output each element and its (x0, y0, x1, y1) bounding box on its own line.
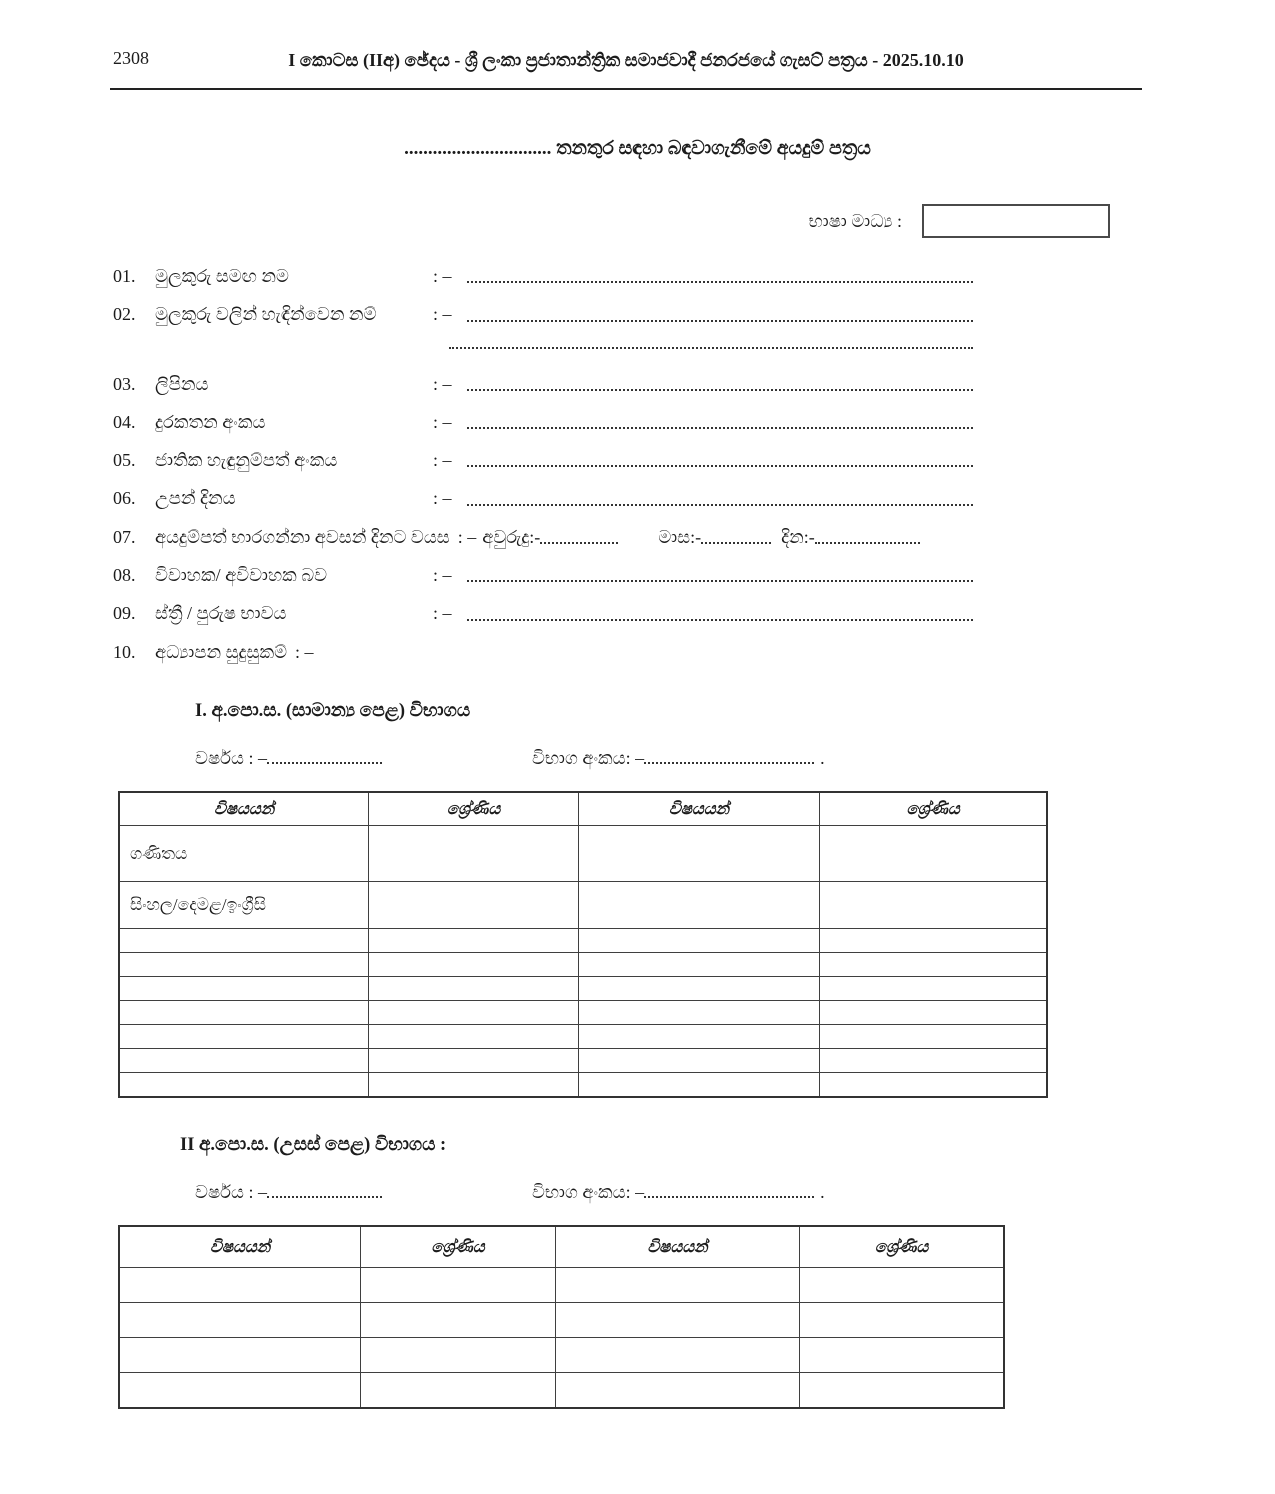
language-medium-label: භාෂා මාධ්‍ය : (808, 210, 902, 231)
fill-line[interactable] (449, 347, 973, 349)
table-row (119, 1303, 1004, 1338)
subfield-label: දින:- (781, 526, 815, 547)
item-label: විවාහක/ අවිවාහක බව (155, 565, 328, 586)
table-cell-empty[interactable] (820, 1073, 1047, 1097)
fill-line[interactable] (467, 465, 973, 467)
section-ol (0, 700, 1275, 1098)
item-number: 07. (113, 526, 136, 547)
item-separator: : – (433, 411, 452, 432)
item-separator: : – (433, 565, 452, 586)
fill-line[interactable] (467, 427, 973, 429)
item-label: මුලකුරු සමඟ නම (155, 266, 289, 286)
form-item (113, 264, 973, 288)
item-separator: : – (457, 526, 477, 547)
form-item (113, 563, 973, 587)
column-header: ශ්‍රේණිය (820, 792, 1047, 826)
column-header: විෂයයන් (119, 1226, 361, 1268)
subfield-label: මාස:- (658, 526, 702, 547)
table-cell-empty[interactable] (578, 882, 819, 929)
form-items (113, 264, 973, 664)
subfield-label: අවුරුදු:- (482, 526, 541, 547)
table-cell-empty[interactable] (578, 1049, 819, 1073)
item-number: 05. (113, 450, 136, 471)
table-cell-empty[interactable] (800, 1338, 1004, 1373)
table-cell-empty[interactable] (119, 929, 369, 953)
item-number: 09. (113, 603, 136, 624)
table-cell-empty[interactable] (369, 1001, 579, 1025)
table-cell-empty[interactable] (119, 1049, 369, 1073)
table-row (119, 1049, 1047, 1073)
table-cell-empty[interactable] (578, 1073, 819, 1097)
table-row (119, 1025, 1047, 1049)
item-separator: : – (433, 603, 452, 624)
table-row (119, 1073, 1047, 1097)
section-al (0, 1134, 1275, 1409)
section-al-year-row (195, 1182, 1275, 1203)
table-cell-empty[interactable] (119, 1073, 369, 1097)
exam-number-fill-line[interactable] (644, 762, 814, 764)
table-cell-empty[interactable] (361, 1303, 556, 1338)
year-label: වර්ෂය : – (195, 1181, 267, 1202)
table-cell-empty[interactable] (820, 953, 1047, 977)
table-cell-empty[interactable] (555, 1268, 799, 1303)
form-item (113, 486, 973, 510)
form-item (113, 302, 973, 326)
gazette-header (110, 0, 1142, 90)
table-cell-empty[interactable] (369, 977, 579, 1001)
table-cell-empty[interactable] (578, 929, 819, 953)
table-row (119, 977, 1047, 1001)
table-row (119, 1268, 1004, 1303)
item-number: 01. (113, 266, 136, 286)
form-title-dots: ............................... (404, 138, 552, 159)
table-cell-empty[interactable] (578, 1001, 819, 1025)
item-separator: : – (433, 488, 452, 509)
table-cell-empty[interactable] (578, 953, 819, 977)
table-cell-empty[interactable] (578, 1025, 819, 1049)
item-label: ජාතික හැඳුනුම්පත් අංකය (155, 450, 338, 471)
year-fill-line[interactable] (267, 1196, 382, 1198)
exam-number-suffix: . (820, 1181, 825, 1202)
column-header: ශ්‍රේණිය (369, 792, 579, 826)
fill-line[interactable] (540, 542, 618, 544)
fill-line[interactable] (815, 542, 920, 544)
table-cell-empty[interactable] (361, 1338, 556, 1373)
item-number: 04. (113, 411, 136, 432)
year-fill-line[interactable] (267, 762, 382, 764)
exam-number-label: විභාග අංකය: – (531, 747, 645, 768)
table-cell-empty[interactable] (119, 1025, 369, 1049)
fill-line[interactable] (467, 504, 973, 506)
form-item (113, 410, 973, 434)
table-cell-empty[interactable] (800, 1303, 1004, 1338)
table-cell-empty[interactable] (820, 1025, 1047, 1049)
table-cell-empty[interactable] (369, 929, 579, 953)
form-title (0, 138, 1275, 160)
item-separator: : – (295, 641, 314, 662)
item-label: ස්ත්‍රී / පුරුෂ භාවය (155, 603, 287, 624)
table-cell-empty[interactable] (555, 1373, 799, 1408)
item-label: උපන් දිනය (155, 488, 236, 509)
item-number: 02. (113, 304, 136, 325)
form-item (113, 448, 973, 472)
table-row (119, 929, 1047, 953)
table-row (119, 826, 1047, 882)
form-item (113, 372, 973, 396)
table-header-row (119, 792, 1047, 826)
table-cell-empty[interactable] (820, 826, 1047, 882)
fill-line[interactable] (467, 281, 973, 283)
item-label: ලිපිනය (155, 373, 209, 394)
language-medium-box[interactable] (922, 204, 1110, 238)
table-cell-empty[interactable] (369, 1025, 579, 1049)
exam-number-fill-line[interactable] (644, 1196, 814, 1198)
table-cell-empty[interactable] (800, 1268, 1004, 1303)
fill-line[interactable] (467, 320, 973, 322)
table-cell-empty[interactable] (119, 1373, 361, 1408)
page-number: 2308 (113, 48, 149, 68)
table-cell-empty[interactable] (119, 977, 369, 1001)
item-label: අධ්‍යාපන සුදුසුකම් (155, 641, 288, 662)
table-cell-empty[interactable] (820, 1049, 1047, 1073)
table-cell-empty[interactable] (555, 1303, 799, 1338)
gazette-header-title: I කොටස (IIඅ) ඡේදය - ශ්‍රී ලංකා ප්‍රජාතාන්ත්‍රික සමාජවාදී ජනරජයේ ගැසට් පත්‍රය - 2025.10.10 (288, 50, 964, 70)
table-cell-empty[interactable] (119, 953, 369, 977)
ol-results-table (118, 791, 1048, 1098)
item-number: 06. (113, 488, 136, 509)
item-separator: : – (433, 304, 452, 325)
fill-line[interactable] (467, 619, 973, 621)
table-cell-empty[interactable] (820, 929, 1047, 953)
column-header: විෂයයන් (119, 792, 369, 826)
table-cell-empty[interactable] (820, 1001, 1047, 1025)
item-label: අයදුම්පත් භාරගන්නා අවසන් දිනට වයස (155, 526, 450, 547)
al-results-table (118, 1225, 1005, 1409)
column-header: ශ්‍රේණිය (361, 1226, 556, 1268)
table-row (119, 882, 1047, 929)
exam-number-suffix: . (820, 747, 825, 768)
table-cell-empty[interactable] (369, 882, 579, 929)
table-cell-empty[interactable] (578, 977, 819, 1001)
item-number: 08. (113, 565, 136, 586)
table-row (119, 953, 1047, 977)
item-label: දුරකතන අංකය (155, 411, 266, 432)
form-title-text: තනතුර සඳහා බඳවාගැනීමේ අයදුම් පත්‍රය (556, 138, 871, 159)
table-cell-empty[interactable] (119, 1303, 361, 1338)
section-ol-heading: I. අ.පො.ස. (සාමාන්‍ය පෙළ) විභාගය (195, 700, 471, 721)
item-number: 03. (113, 373, 136, 394)
form-item-continuation (113, 347, 973, 354)
item-separator: : – (433, 450, 452, 471)
fill-line[interactable] (467, 389, 973, 391)
table-cell-empty[interactable] (369, 953, 579, 977)
table-cell-empty[interactable] (361, 1373, 556, 1408)
subject-cell: ගණිතය (119, 826, 369, 882)
column-header: විෂයයන් (578, 792, 819, 826)
item-number: 10. (113, 641, 136, 662)
form-item (113, 601, 973, 625)
fill-line[interactable] (701, 542, 771, 544)
fill-line[interactable] (467, 580, 973, 582)
table-cell-empty[interactable] (361, 1268, 556, 1303)
table-cell-empty[interactable] (820, 882, 1047, 929)
item-separator: : – (433, 373, 452, 394)
table-cell-empty[interactable] (820, 977, 1047, 1001)
table-row (119, 1001, 1047, 1025)
table-cell-empty[interactable] (119, 1268, 361, 1303)
item-separator: : – (433, 266, 452, 286)
item-label: මුලකුරු වලින් හැඳින්වෙන නම් (155, 304, 377, 325)
year-label: වර්ෂය : – (195, 747, 267, 768)
table-cell-empty[interactable] (369, 1049, 579, 1073)
form-item (113, 640, 973, 664)
table-cell-empty[interactable] (555, 1338, 799, 1373)
table-cell-empty[interactable] (578, 826, 819, 882)
form-item (113, 525, 973, 549)
table-header-row (119, 1226, 1004, 1268)
column-header: විෂයයන් (555, 1226, 799, 1268)
table-row (119, 1373, 1004, 1408)
table-row (119, 1338, 1004, 1373)
table-cell-empty[interactable] (119, 1338, 361, 1373)
section-ol-year-row (195, 748, 1275, 769)
exam-number-label: විභාග අංකය: – (531, 1181, 645, 1202)
table-cell-empty[interactable] (369, 826, 579, 882)
column-header: ශ්‍රේණිය (800, 1226, 1004, 1268)
table-cell-empty[interactable] (800, 1373, 1004, 1408)
language-medium-row (0, 204, 1110, 238)
table-cell-empty[interactable] (369, 1073, 579, 1097)
subject-cell: සිංහල/දෙමළ/ඉංග්‍රීසි (119, 882, 369, 929)
section-al-heading: II අ.පො.ස. (උසස් පෙළ) විභාගය : (180, 1134, 447, 1155)
table-cell-empty[interactable] (119, 1001, 369, 1025)
